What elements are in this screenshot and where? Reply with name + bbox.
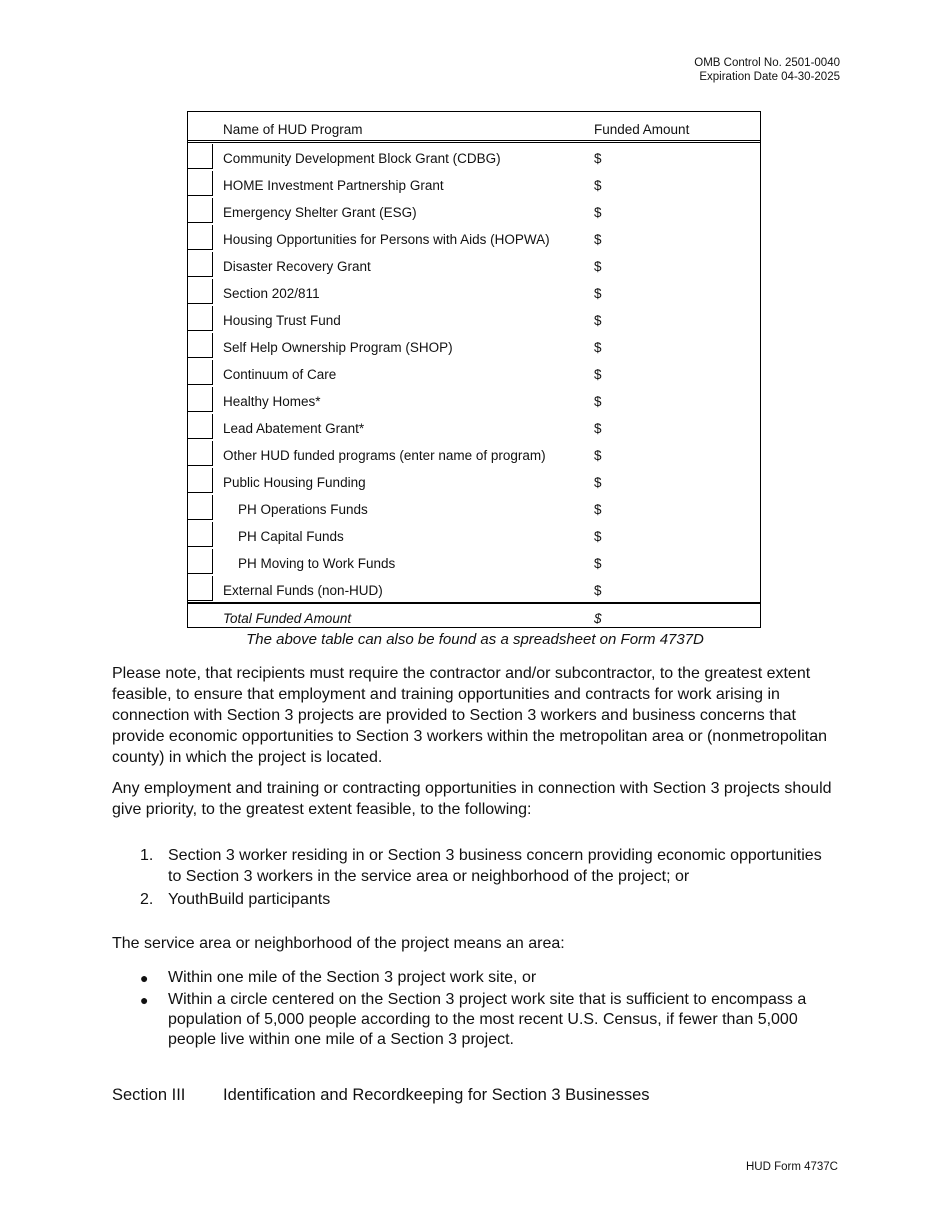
list-number: 2. [140,891,154,908]
funded-amount-field[interactable]: $ [594,529,602,544]
funded-amount-field[interactable]: $ [594,259,602,274]
program-label: Section 202/811 [223,286,320,301]
total-amount-field[interactable]: $ [594,611,602,626]
funded-amount-field[interactable]: $ [594,367,602,382]
funded-amount-field[interactable]: $ [594,394,602,409]
table-row [188,306,760,333]
program-label: Disaster Recovery Grant [223,259,371,274]
program-checkbox[interactable] [188,441,213,466]
program-label: Housing Trust Fund [223,313,341,328]
table-row [188,360,760,387]
funded-amount-field[interactable]: $ [594,205,602,220]
program-checkbox[interactable] [188,225,213,250]
table-row [188,387,760,414]
funded-amount-field[interactable]: $ [594,151,602,166]
form-footer: HUD Form 4737C [745,1161,838,1173]
table-caption: The above table can also be found as a spreadsheet on Form 4737D [246,631,704,648]
program-label: Healthy Homes* [223,394,321,409]
priority-list [112,845,838,912]
omb-header [694,56,840,84]
funded-amount-field[interactable]: $ [594,313,602,328]
program-checkbox[interactable] [188,306,213,331]
program-checkbox[interactable] [188,468,213,493]
funded-amount-field[interactable]: $ [594,421,602,436]
table-row [188,522,760,549]
column-header-amount: Funded Amount [594,122,690,137]
program-checkbox[interactable] [188,333,213,358]
funded-amount-field[interactable]: $ [594,286,602,301]
program-label: PH Moving to Work Funds [238,556,396,571]
table-row [188,279,760,306]
program-checkbox[interactable] [188,522,213,547]
program-checkbox[interactable] [188,576,213,601]
bullet-icon: ● [140,970,149,986]
table-row [188,225,760,252]
table-row [188,468,760,495]
priority-intro-paragraph: Any employment and training or contracting opportunities in connection with Section 3 projects should give priority, to the greatest extent feasible, to the following: [112,780,832,818]
program-checkbox[interactable] [188,279,213,304]
program-label: Other HUD funded programs (enter name of program) [223,448,546,463]
list-item [112,968,838,988]
funded-amount-field[interactable]: $ [594,583,602,598]
list-number: 1. [140,847,154,864]
table-row [188,576,760,603]
program-label: Housing Opportunities for Persons with Aids (HOPWA) [223,232,550,247]
funded-amount-field[interactable]: $ [594,232,602,247]
total-row [188,602,760,630]
program-checkbox[interactable] [188,549,213,574]
program-label: Public Housing Funding [223,475,366,490]
table-row [188,333,760,360]
table-row [188,495,760,522]
table-header [188,112,760,143]
program-checkbox[interactable] [188,144,213,169]
section-title: Identification and Recordkeeping for Section 3 Businesses [223,1086,650,1104]
table-row [188,252,760,279]
total-label: Total Funded Amount [223,611,352,626]
service-area-paragraph: The service area or neighborhood of the project means an area: [112,935,565,952]
list-item [112,889,838,910]
program-label: Emergency Shelter Grant (ESG) [223,205,417,220]
list-item [112,990,838,1050]
hud-program-table [187,111,761,628]
service-area-list [112,968,838,1052]
list-item-text: Within a circle centered on the Section 3 project work site that is sufficient to encompass a population of 5,000 people according to the most recent U.S. Census, if fewer than 5,000 people live within one mile of a Section 3 project. [168,991,807,1048]
table-row [188,198,760,225]
omb-control-number: OMB Control No. 2501-0040 [694,57,840,69]
program-checkbox[interactable] [188,360,213,385]
program-label: HOME Investment Partnership Grant [223,178,444,193]
program-label: Lead Abatement Grant* [223,421,365,436]
funded-amount-field[interactable]: $ [594,178,602,193]
program-label: PH Operations Funds [238,502,368,517]
program-checkbox[interactable] [188,495,213,520]
table-row [188,549,760,576]
recipient-note-paragraph: Please note, that recipients must require the contractor and/or subcontractor, to the greatest extent feasible, to ensure that employment and training opportunities and contracts for work arising in connection with Section 3 projects are provided to Section 3 workers and business concerns that provide economic opportunities to Section 3 workers within the metropolitan area or (nonmetropolitan county) in which the project is located. [112,665,828,766]
table-rows [188,144,760,600]
program-checkbox[interactable] [188,198,213,223]
program-label: Continuum of Care [223,367,337,382]
program-checkbox[interactable] [188,387,213,412]
list-item [112,845,838,887]
column-header-program: Name of HUD Program [223,122,363,137]
expiration-date: Expiration Date 04-30-2025 [699,71,840,83]
table-row [188,144,760,171]
list-item-text: YouthBuild participants [168,891,331,908]
funded-amount-field[interactable]: $ [594,475,602,490]
funded-amount-field[interactable]: $ [594,502,602,517]
program-checkbox[interactable] [188,252,213,277]
funded-amount-field[interactable]: $ [594,340,602,355]
funded-amount-field[interactable]: $ [594,556,602,571]
program-checkbox[interactable] [188,414,213,439]
program-label: PH Capital Funds [238,529,344,544]
table-row [188,441,760,468]
list-item-text: Section 3 worker residing in or Section 3 business concern providing economic opportunities to Section 3 workers in the service area or neighborhood of the project; or [168,847,822,885]
program-label: Self Help Ownership Program (SHOP) [223,340,453,355]
bullet-icon: ● [140,992,149,1008]
program-label: Community Development Block Grant (CDBG) [223,151,501,166]
program-checkbox[interactable] [188,171,213,196]
section-heading [112,1086,650,1105]
program-label: External Funds (non-HUD) [223,583,383,598]
list-item-text: Within one mile of the Section 3 project work site, or [168,969,537,986]
table-row [188,171,760,198]
section-number: Section III [112,1086,186,1104]
funded-amount-field[interactable]: $ [594,448,602,463]
table-row [188,414,760,441]
